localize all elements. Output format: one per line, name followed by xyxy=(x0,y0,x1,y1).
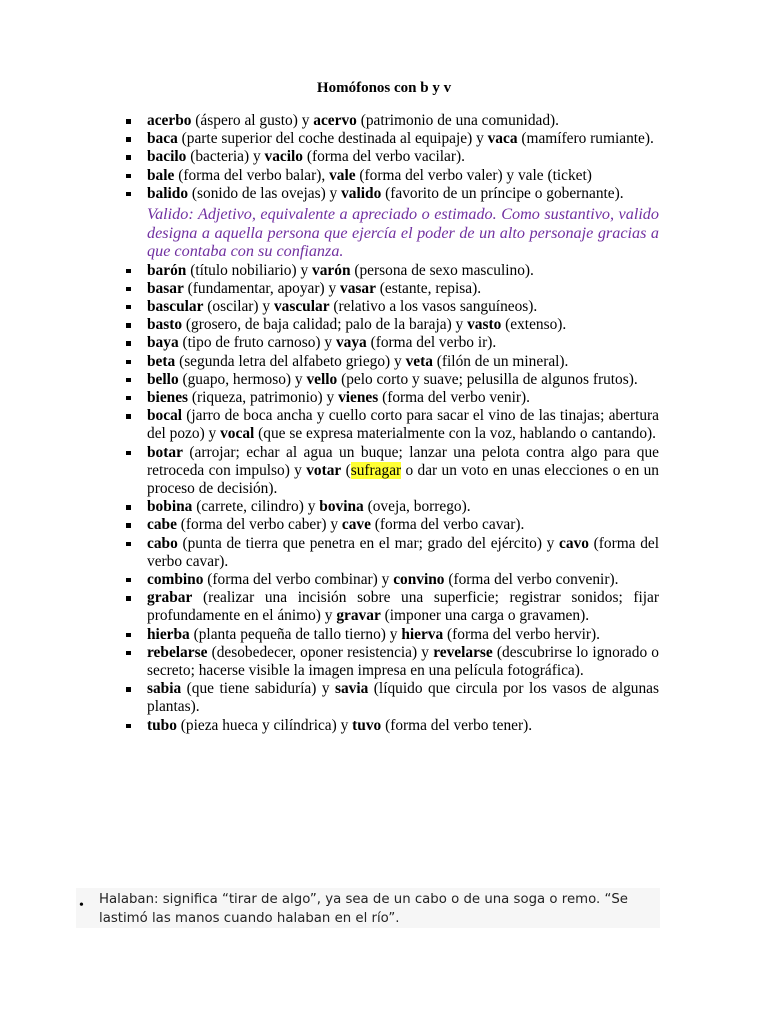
term-word: varón xyxy=(312,261,351,279)
page-title: Homófonos con b y v xyxy=(316,80,452,96)
term-definition: (forma del verbo caber) y xyxy=(176,516,342,534)
term-word: botar xyxy=(147,443,183,461)
term-word: basto xyxy=(147,316,183,334)
list-item xyxy=(124,130,659,148)
term-definition: (estante, repisa). xyxy=(375,279,482,297)
term-definition: (tipo de fruto carnoso) y xyxy=(178,334,336,352)
list-item xyxy=(124,353,659,371)
term-definition: (oscilar) y xyxy=(203,297,274,315)
term-definition: (fundamentar, apoyar) y xyxy=(183,279,340,297)
term-word: vasar xyxy=(340,279,376,297)
term-word: balido xyxy=(147,184,189,202)
term-word: revelarse xyxy=(433,643,493,661)
term-word: beta xyxy=(147,352,176,370)
term-definition: (imponer una carga o gravamen). xyxy=(380,607,590,625)
term-definition: (arrojar; echar al agua un buque; lanzar una pelota contra algo para que retroceda con impulso) y xyxy=(147,443,659,479)
term-word: bocal xyxy=(147,407,183,425)
term-definition: (desobedecer, oponer resistencia) y xyxy=(207,643,434,661)
term-word: bale xyxy=(147,166,175,184)
term-word: vacilo xyxy=(264,148,304,166)
term-word: valido xyxy=(341,184,382,202)
term-word: veta xyxy=(405,352,433,370)
halaban-note: Halaban: significa “tirar de algo”, ya sea de un cabo o de una soga o remo. “Se lastimó las manos cuando halaban en el río”. xyxy=(99,892,628,926)
term-word: bobina xyxy=(147,498,193,516)
term-word: hierba xyxy=(147,625,190,643)
term-definition: (pieza hueca y cilíndrica) y xyxy=(176,716,353,734)
term-word: basar xyxy=(147,279,184,297)
term-definition: (persona de sexo masculino). xyxy=(350,261,534,279)
term-definition: (grosero, de baja calidad; palo de la baraja) y xyxy=(182,316,468,334)
list-item xyxy=(124,167,659,185)
term-definition: (segunda letra del alfabeto griego) y xyxy=(175,352,406,370)
list-item xyxy=(124,626,659,644)
term-word: barón xyxy=(147,261,187,279)
term-definition: ( xyxy=(341,461,351,479)
term-word: grabar xyxy=(147,589,193,607)
term-definition: (forma del verbo convenir). xyxy=(444,570,619,588)
term-definition: (forma del verbo venir). xyxy=(378,388,530,406)
term-definition: (título nobiliario) y xyxy=(186,261,313,279)
highlighted-word: sufragar xyxy=(350,461,402,479)
term-definition: (favorito de un príncipe o gobernante). xyxy=(381,184,624,202)
term-word: vello xyxy=(306,370,338,388)
term-definition: (forma del verbo tener). xyxy=(381,716,533,734)
term-definition: (planta pequeña de tallo tierno) y xyxy=(189,625,402,643)
term-word: baca xyxy=(147,130,178,148)
term-definition: (riqueza, patrimonio) y xyxy=(188,388,339,406)
bullet-icon: • xyxy=(79,898,84,913)
term-word: gravar xyxy=(336,607,381,625)
list-item xyxy=(124,280,659,298)
term-word: tuvo xyxy=(352,716,382,734)
list-item xyxy=(124,571,659,589)
list-item xyxy=(124,589,659,625)
term-word: vale xyxy=(329,166,356,184)
term-definition: (forma del verbo ir). xyxy=(366,334,497,352)
term-word: sabia xyxy=(147,680,182,698)
term-definition: (patrimonio de una comunidad). xyxy=(356,112,560,129)
list-item xyxy=(124,644,659,680)
term-definition: (jarro de boca ancha y cuello corto para sacar el vino de las tinajas; abertura del pozo) y xyxy=(147,407,659,443)
term-definition: (relativo a los vasos sanguíneos). xyxy=(329,297,538,315)
term-word: cavo xyxy=(559,534,589,552)
term-definition: (que tiene sabiduría) y xyxy=(181,680,335,698)
term-word: vocal xyxy=(220,425,255,443)
term-definition: (realizar una incisión sobre una superficie; registrar sonidos; fijar profundamente en el ánimo) y xyxy=(147,589,659,625)
term-definition: (forma del verbo combinar) y xyxy=(203,570,394,588)
term-definition: (bacteria) y xyxy=(186,148,265,166)
list-item xyxy=(124,371,659,389)
term-word: hierva xyxy=(401,625,444,643)
valido-note: Valido: Adjetivo, equivalente a apreciado o estimado. Como sustantivo, valido designa a aquella persona que ejercía el poder de un alto personaje gracias a que contaba con su confianza. xyxy=(147,205,659,261)
term-definition: (parte superior del coche destinada al equipaje) y xyxy=(177,130,488,148)
term-word: cabo xyxy=(147,534,178,552)
term-word: baya xyxy=(147,334,179,352)
term-word: acervo xyxy=(313,112,357,129)
term-word: tubo xyxy=(147,716,177,734)
list-item xyxy=(124,498,659,516)
list-item xyxy=(124,444,659,499)
list-item xyxy=(124,407,659,443)
term-word: cave xyxy=(341,516,371,534)
term-definition: (que se expresa materialmente con la voz, hablando o cantando). xyxy=(254,425,656,443)
term-word: savia xyxy=(334,680,369,698)
list-item xyxy=(124,535,659,571)
term-definition: (sonido de las ovejas) y xyxy=(188,184,342,202)
term-definition: (oveja, borrego). xyxy=(363,498,471,516)
term-word: bascular xyxy=(147,297,204,315)
list-item xyxy=(124,148,659,166)
list-item xyxy=(124,316,659,334)
term-word: combino xyxy=(147,570,204,588)
term-word: vaca xyxy=(487,130,518,148)
term-word: vascular xyxy=(273,297,330,315)
term-word: votar xyxy=(306,461,342,479)
list-item xyxy=(124,298,659,316)
term-definition: (filón de un mineral). xyxy=(432,352,569,370)
term-word: vasto xyxy=(467,316,502,334)
term-word: bacilo xyxy=(147,148,187,166)
term-definition: (forma del verbo valer) y vale (ticket) xyxy=(355,166,592,184)
term-definition: (forma del verbo cavar). xyxy=(147,534,659,570)
term-definition: (forma del verbo vacilar). xyxy=(303,148,465,166)
term-definition: (líquido que circula por los vasos de algunas plantas). xyxy=(147,680,660,716)
list-item xyxy=(124,185,659,203)
list-item xyxy=(124,334,659,352)
term-word: bienes xyxy=(147,388,189,406)
term-word: vaya xyxy=(335,334,367,352)
list-item xyxy=(124,262,659,280)
list-item xyxy=(124,516,659,534)
term-definition: (mamífero rumiante). xyxy=(517,130,654,148)
term-word: bovina xyxy=(319,498,364,516)
term-word: cabe xyxy=(147,516,177,534)
term-definition: (forma del verbo cavar). xyxy=(370,516,525,534)
term-definition: (punta de tierra que penetra en el mar; grado del ejército) y xyxy=(177,534,560,552)
term-word: rebelarse xyxy=(147,643,208,661)
term-definition: (áspero al gusto) y xyxy=(191,112,314,129)
term-definition: (extenso). xyxy=(501,316,567,334)
term-word: acerbo xyxy=(147,112,192,129)
term-definition: o dar un voto en unas elecciones o en un proceso de decisión). xyxy=(147,461,660,497)
term-definition: (forma del verbo balar), xyxy=(174,166,330,184)
term-definition: (descubrirse lo ignorado o secreto; hacerse visible la imagen impresa en una película fotográfica). xyxy=(147,643,660,679)
term-definition: (forma del verbo hervir). xyxy=(443,625,601,643)
homophone-list xyxy=(124,112,659,735)
list-item xyxy=(124,717,659,735)
term-definition: (guapo, hermoso) y xyxy=(178,370,307,388)
list-item xyxy=(124,389,659,407)
term-definition: (pelo corto y suave; pelusilla de algunos frutos). xyxy=(337,370,638,388)
term-word: convino xyxy=(393,570,445,588)
term-word: bello xyxy=(147,370,179,388)
list-item xyxy=(124,112,659,130)
term-definition: (carrete, cilindro) y xyxy=(192,498,320,516)
list-item xyxy=(124,680,659,716)
term-word: vienes xyxy=(338,388,379,406)
